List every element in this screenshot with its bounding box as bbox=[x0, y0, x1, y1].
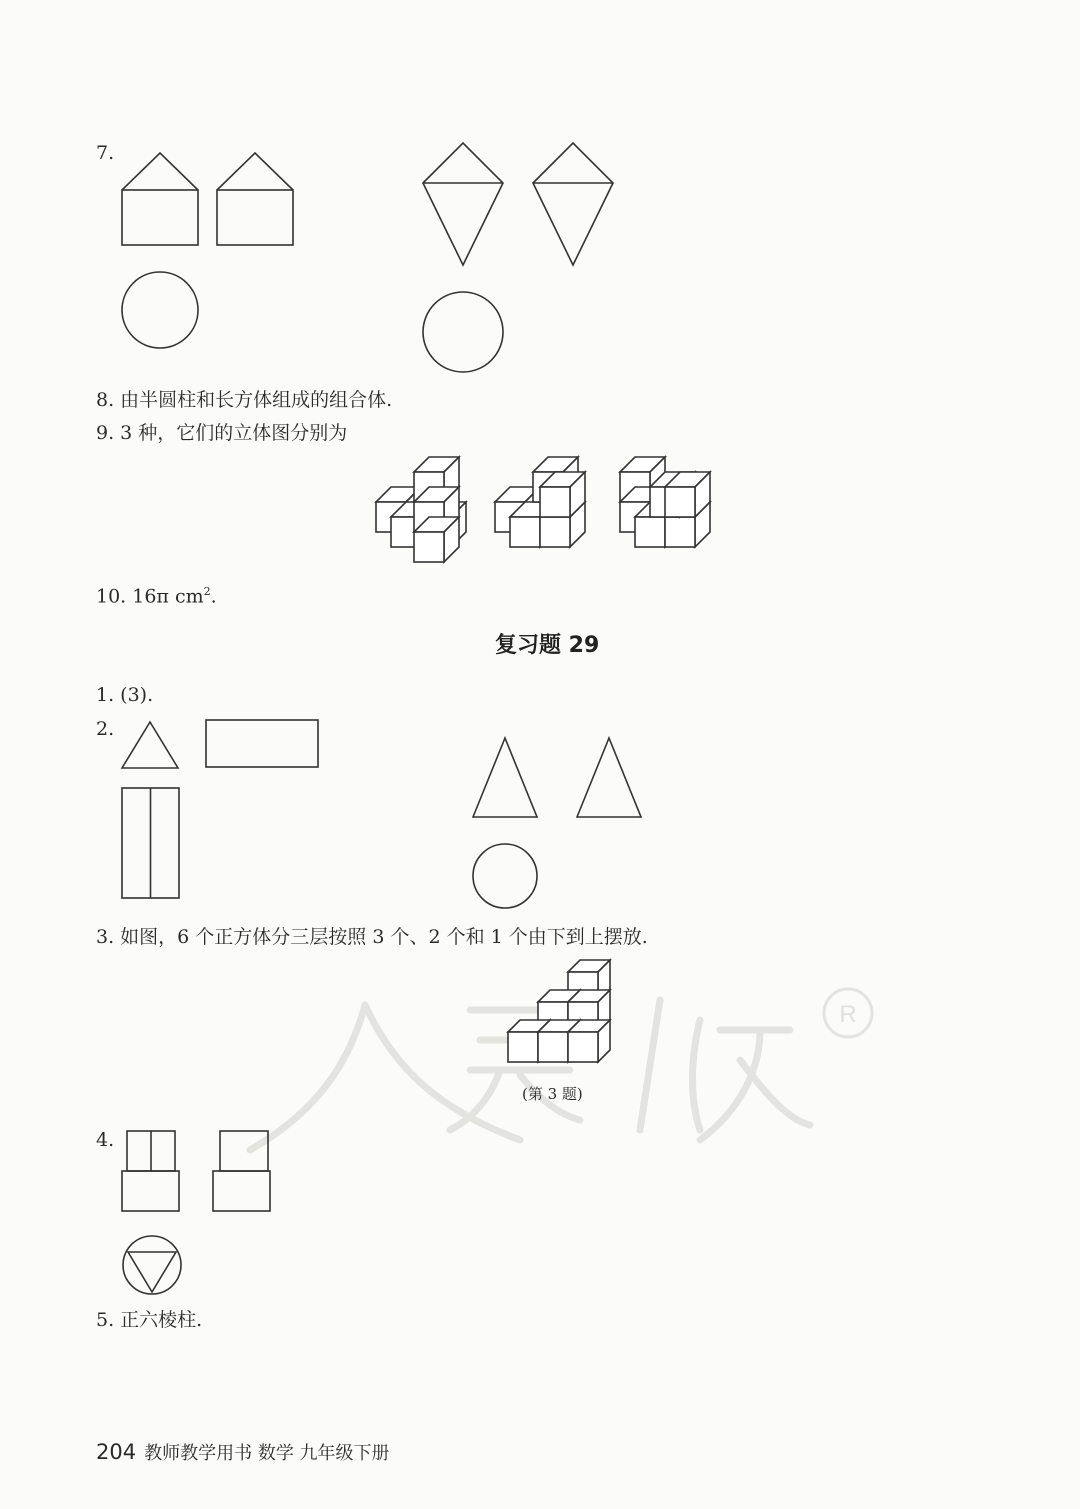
side-view bbox=[213, 1131, 270, 1211]
svg-text:R: R bbox=[839, 1001, 857, 1028]
page-number: 204 bbox=[96, 1440, 137, 1464]
review-4-label: 4. bbox=[96, 1129, 115, 1151]
circle-view-right bbox=[423, 292, 503, 372]
triangle-small bbox=[122, 722, 178, 768]
review-3-text: 3. 如图，6 个正方体分三层按照 3 个、2 个和 1 个由下到上摆放. bbox=[96, 926, 648, 948]
triangle-left bbox=[473, 738, 537, 817]
kite-view-right bbox=[533, 143, 613, 265]
circle-view-left bbox=[122, 272, 198, 348]
section-title: 复习题 29 bbox=[495, 633, 600, 658]
problem-8-text: 8. 由半圆柱和长方体组成的组合体. bbox=[96, 389, 393, 411]
review-1-text: 1. (3). bbox=[96, 684, 154, 706]
tall-split-rectangle bbox=[122, 788, 179, 898]
page-footer bbox=[96, 1439, 390, 1465]
kite-view-left bbox=[423, 143, 503, 265]
circle-bottom bbox=[473, 844, 537, 908]
cube-stack-2 bbox=[495, 457, 585, 547]
problem-10-suffix: . bbox=[210, 585, 217, 608]
problem-10-prefix: 10. 16π cm bbox=[96, 585, 204, 608]
front-view bbox=[122, 1131, 179, 1211]
triangle-right bbox=[577, 738, 641, 817]
cube-stack-3 bbox=[620, 457, 710, 547]
problem-9-cube-figures bbox=[360, 445, 740, 575]
problem-9-text: 9. 3 种，它们的立体图分别为 bbox=[96, 422, 348, 444]
review-3-caption: (第 3 题) bbox=[522, 1085, 583, 1103]
wide-rectangle bbox=[206, 720, 318, 767]
review-2-label: 2. bbox=[96, 718, 115, 740]
problem-10-superscript: 2 bbox=[203, 585, 211, 598]
review-3-cube-figure bbox=[490, 955, 630, 1065]
problem-7-label: 7. bbox=[96, 142, 115, 164]
top-view-circle-triangle bbox=[123, 1236, 181, 1294]
review-2-figures bbox=[0, 700, 1080, 910]
house-view-right bbox=[217, 153, 293, 245]
house-view-left bbox=[122, 153, 198, 245]
review-4-figures bbox=[0, 1120, 1080, 1300]
problem-7-figures bbox=[0, 0, 1080, 400]
review-5-text: 5. 正六棱柱. bbox=[96, 1309, 203, 1331]
problem-10-text bbox=[96, 580, 217, 608]
cube-stack-1 bbox=[376, 457, 466, 562]
book-title: 教师教学用书 数学 九年级下册 bbox=[144, 1443, 390, 1464]
